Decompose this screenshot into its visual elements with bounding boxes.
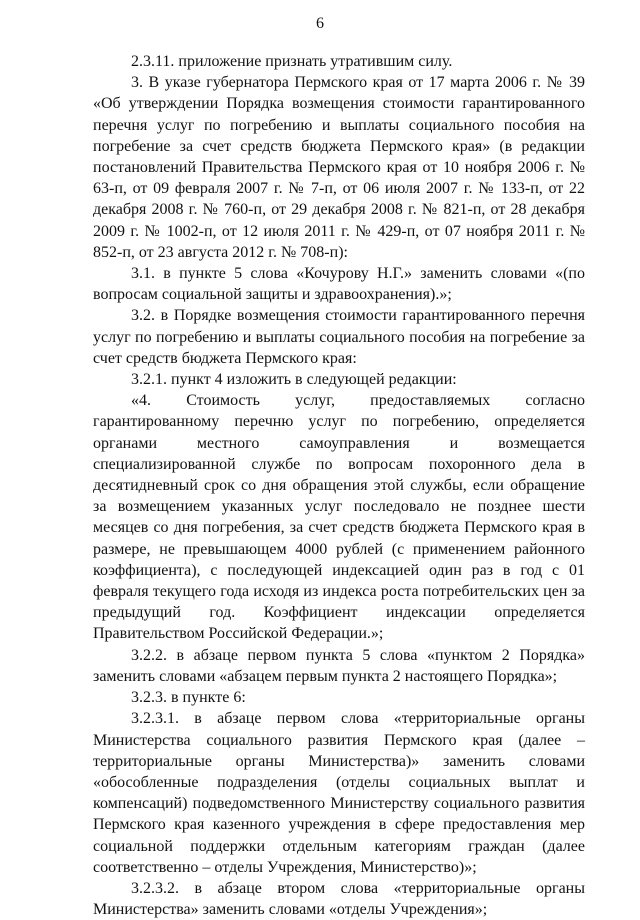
paragraph-3-2-2: 3.2.2. в абзаце первом пункта 5 слова «пунктом 2 Порядка» заменить словами «абзацем первым пункта 2 настоящего Порядка»; (93, 646, 585, 685)
paragraph-3-2-1: 3.2.1. пункт 4 изложить в следующей редакции: (131, 371, 457, 389)
paragraph-3-2-3: 3.2.3. в пункте 6: (131, 689, 246, 707)
page-number: 6 (316, 15, 324, 32)
paragraph-2-3-11: 2.3.11. приложение признать утратившим силу. (131, 53, 453, 70)
paragraph-3-decree-amendment: 3. В указе губернатора Пермского края от 17 марта 2006 г. № 39 «Об утверждении Порядка возмещения стоимости гарантированного перечня услуг по погребению и выплаты социального пособия на погребение за счет средств бюджета Пермского края» (в редакции постановлений Правительства Пермского края от 10 ноября 2006 г. № 63-п, от 09 февраля 2007 г. № 7-п, от 06 июля 2007 г. № 133-п, от 22 декабря 2008 г. № 760-п, от 29 декабря 2008 г. № 821-п, от 28 декабря 2009 г. № 1002-п, от 12 июля 2011 г. № 429-п, от 07 ноября 2011 г. № 852-п, от 23 августа 2012 г. № 708-п): (93, 74, 585, 261)
paragraph-3-2-3-2: 3.2.3.2. в абзаце втором слова «территориальные органы Министерства» заменить словами «отделы Учреждения»; (93, 879, 585, 919)
document-body (93, 51, 585, 920)
paragraph-3-2-3-1: 3.2.3.1. в абзаце первом слова «территориальные органы Министерства социального развития Пермского края (далее – территориальные органы Министерства)» заменить словами «обособленные подразделения (отделы социальных выплат и компенсаций) подведомственного Министерству социального развития Пермского края казенного учреждения в сфере предоставления мер социальной поддержки отдельным категориям граждан (далее соответственно – отделы Учреждения, Министерство)»; (93, 710, 585, 876)
paragraph-quoted-point-4: «4. Стоимость услуг, предоставляемых согласно гарантированному перечню услуг по погребению, определяется органами местного самоуправления и возмещается специализированной службе по вопросам похоронного дела в десятидневный срок со дня обращения этой службы, если обращение за возмещением указанных услуг последовало не позднее шести месяцев со дня погребения, за счет средств бюджета Пермского края в размере, не превышающем 4000 рублей (с применением районного коэффициента), с последующей индексацией один раз в год с 01 февраля текущего года исходя из индекса роста потребительских цен за предыдущий год. Коэффициент индексации определяется Правительством Российской Федерации.»; (93, 392, 585, 643)
paragraph-3-2: 3.2. в Порядке возмещения стоимости гарантированного перечня услуг по погребению и выплаты социального пособия на погребение за счет средств бюджета Пермского края: (93, 307, 585, 367)
paragraph-3-1: 3.1. в пункте 5 слова «Кочурову Н.Г.» заменить словами «(по вопросам социальной защиты и здравоохранения).»; (93, 265, 585, 304)
